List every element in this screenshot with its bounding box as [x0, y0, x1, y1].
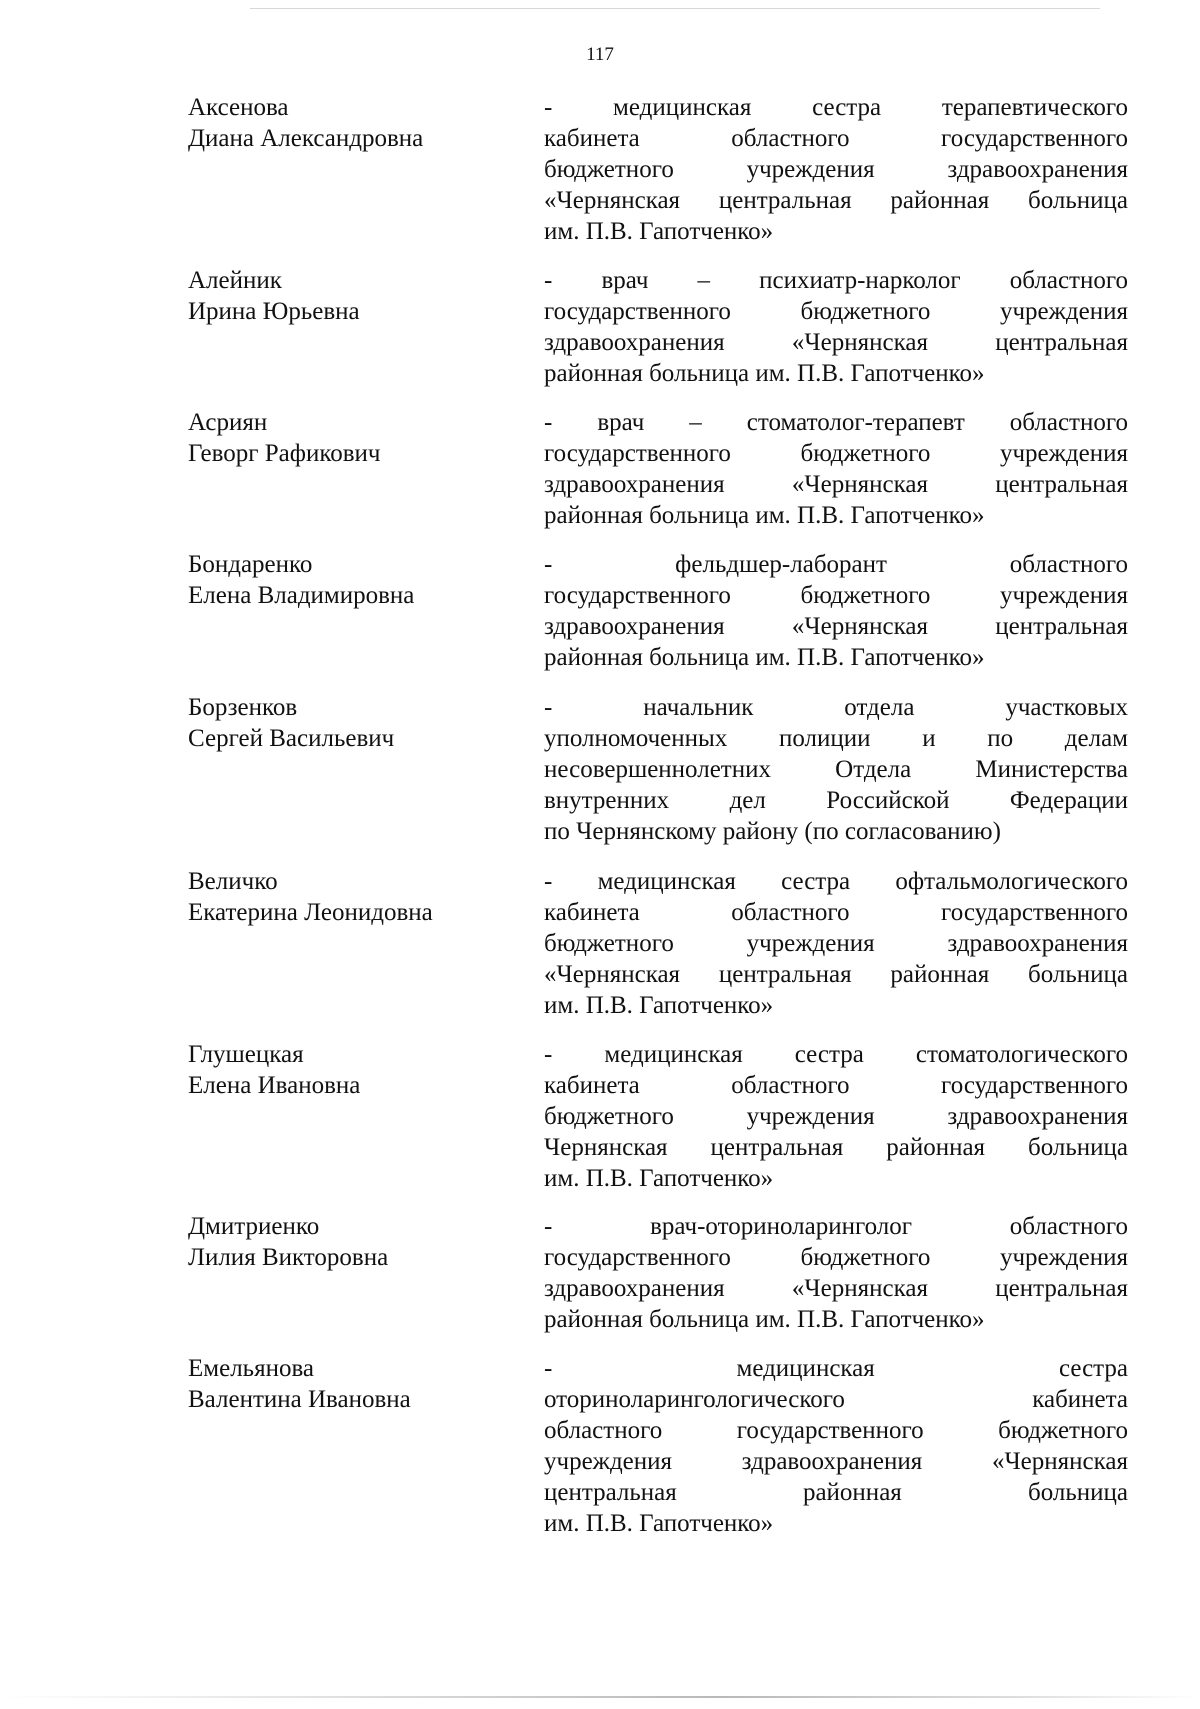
position-line: здравоохранения «Чернянская центральная: [544, 1275, 1128, 1302]
person-given-names: Екатерина Леонидовна: [188, 899, 433, 926]
position-line: районная больница им. П.В. Гапотченко»: [544, 644, 985, 671]
position-line: бюджетного учреждения здравоохранения: [544, 156, 1128, 183]
person-position: [544, 549, 1128, 673]
position-line: государственного бюджетного учреждения: [544, 298, 1128, 325]
person-name: [188, 265, 518, 327]
position-line: бюджетного учреждения здравоохранения: [544, 930, 1128, 957]
position-line: уполномоченных полиции и по делам: [544, 725, 1128, 752]
person-name: [188, 1211, 518, 1273]
position-line: государственного бюджетного учреждения: [544, 440, 1128, 467]
position-line: им. П.В. Гапотченко»: [544, 1165, 774, 1192]
position-line: здравоохранения «Чернянская центральная: [544, 613, 1128, 640]
person-name: [188, 866, 518, 928]
person-given-names: Лилия Викторовна: [188, 1244, 389, 1271]
position-line: кабинета областного государственного: [544, 899, 1128, 926]
person-name: [188, 1039, 518, 1101]
position-line: - медицинская сестра: [544, 1355, 1128, 1382]
person-surname: Бондаренко: [188, 551, 313, 578]
position-line: по Чернянскому району (по согласованию): [544, 818, 1001, 845]
person-surname: Борзенков: [188, 694, 298, 721]
position-line: районная больница им. П.В. Гапотченко»: [544, 360, 985, 387]
position-line: здравоохранения «Чернянская центральная: [544, 471, 1128, 498]
person-position: [544, 692, 1128, 847]
position-line: внутренних дел Российской Федерации: [544, 787, 1128, 814]
person-given-names: Сергей Васильевич: [188, 725, 395, 752]
person-surname: Емельянова: [188, 1355, 315, 1382]
person-surname: Алейник: [188, 267, 282, 294]
person-position: [544, 866, 1128, 1021]
position-line: - медицинская сестра офтальмологического: [544, 868, 1128, 895]
person-given-names: Валентина Ивановна: [188, 1386, 411, 1413]
position-line: кабинета областного государственного: [544, 1072, 1128, 1099]
person-surname: Аксенова: [188, 94, 289, 121]
scan-edge-artifact: [0, 1696, 1200, 1698]
position-line: государственного бюджетного учреждения: [544, 582, 1128, 609]
person-position: [544, 1353, 1128, 1539]
person-given-names: Ирина Юрьевна: [188, 298, 360, 325]
person-surname: Глушецкая: [188, 1041, 304, 1068]
position-line: здравоохранения «Чернянская центральная: [544, 329, 1128, 356]
person-name: [188, 407, 518, 469]
position-line: - врач-оториноларинголог областного: [544, 1213, 1128, 1240]
person-name: [188, 1353, 518, 1415]
person-name: [188, 692, 518, 754]
person-surname: Асриян: [188, 409, 268, 436]
person-given-names: Геворг Рафикович: [188, 440, 381, 467]
position-line: - фельдшер-лаборант областного: [544, 551, 1128, 578]
position-line: государственного бюджетного учреждения: [544, 1244, 1128, 1271]
position-line: «Чернянская центральная районная больница: [544, 961, 1128, 988]
person-given-names: Диана Александровна: [188, 125, 424, 152]
position-line: - медицинская сестра стоматологического: [544, 1041, 1128, 1068]
position-line: районная больница им. П.В. Гапотченко»: [544, 1306, 985, 1333]
position-line: - медицинская сестра терапевтического: [544, 94, 1128, 121]
person-position: [544, 1211, 1128, 1335]
person-position: [544, 265, 1128, 389]
position-line: Чернянская центральная районная больница: [544, 1134, 1128, 1161]
position-line: кабинета областного государственного: [544, 125, 1128, 152]
position-line: областного государственного бюджетного: [544, 1417, 1128, 1444]
position-line: центральная районная больница: [544, 1479, 1128, 1506]
position-line: бюджетного учреждения здравоохранения: [544, 1103, 1128, 1130]
person-position: [544, 92, 1128, 247]
position-line: - врач – стоматолог-терапевт областного: [544, 409, 1128, 436]
person-position: [544, 407, 1128, 531]
person-surname: Величко: [188, 868, 278, 895]
position-line: несовершеннолетних Отдела Министерства: [544, 756, 1128, 783]
position-line: им. П.В. Гапотченко»: [544, 218, 774, 245]
position-line: - врач – психиатр-нарколог областного: [544, 267, 1128, 294]
person-given-names: Елена Ивановна: [188, 1072, 361, 1099]
person-surname: Дмитриенко: [188, 1213, 320, 1240]
position-line: «Чернянская центральная районная больница: [544, 187, 1128, 214]
person-name: [188, 92, 518, 154]
person-name: [188, 549, 518, 611]
position-line: учреждения здравоохранения «Чернянская: [544, 1448, 1128, 1475]
position-line: им. П.В. Гапотченко»: [544, 992, 774, 1019]
position-line: районная больница им. П.В. Гапотченко»: [544, 502, 985, 529]
position-line: им. П.В. Гапотченко»: [544, 1510, 774, 1537]
person-position: [544, 1039, 1128, 1194]
position-line: оториноларингологического кабинета: [544, 1386, 1128, 1413]
page-number: 117: [586, 44, 614, 65]
person-given-names: Елена Владимировна: [188, 582, 415, 609]
position-line: - начальник отдела участковых: [544, 694, 1128, 721]
